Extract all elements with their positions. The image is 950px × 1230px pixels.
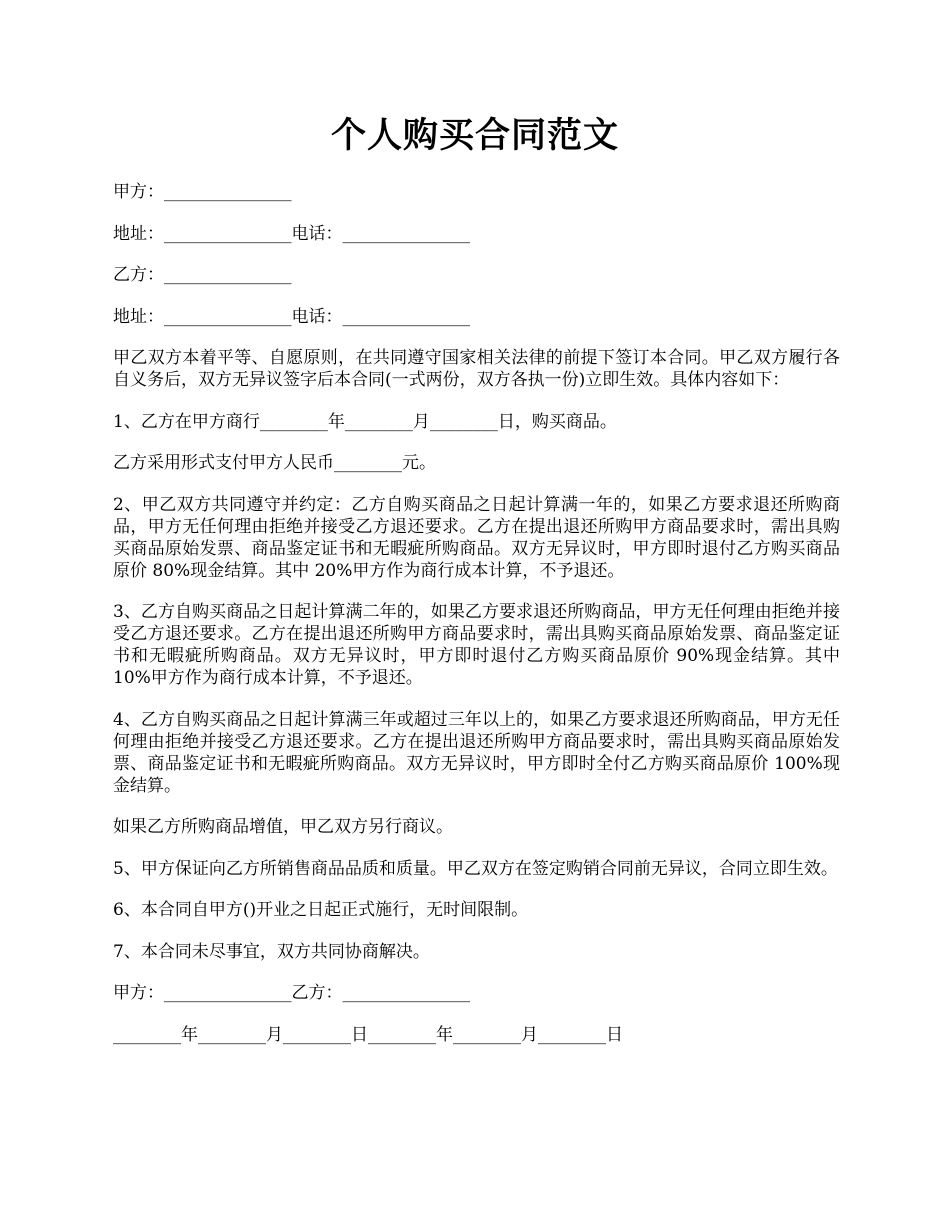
clause-6: 6、本合同自甲方()开业之日起正式施行，无时间限制。 [113,900,529,920]
document-body [113,181,840,1065]
appreciation-note: 如果乙方所购商品增值，甲乙双方另行商议。 [113,817,453,837]
party-a-line: 甲方：_______________ [113,182,292,202]
party-b-address-phone-line: 地址：_______________电话：_______________ [113,306,470,327]
clause-1: 1、乙方在甲方商行________年________月________日，购买商品。 [113,411,617,432]
date-line: ________年________月________日________年________月________日 [113,1024,623,1045]
clause-2: 2、甲乙双方共同遵守并约定：乙方自购买商品之日起计算满一年的，如果乙方要求退还所购商品，甲方无任何理由拒绝并接受乙方退还要求。乙方在提出退还所购甲方商品要求时，需出具购买商品原始发票、商品鉴定证书和无暇疵所购商品。双方无异议时，甲方即时退付乙方购买商品原价 80%现金结算。其中 20%甲方作为商行成本计算，不予退还。 [113,494,840,581]
clause-7: 7、本合同未尽事宜，双方共同协商解决。 [113,941,430,962]
preamble-paragraph: 甲乙双方本着平等、自愿原则，在共同遵守国家相关法律的前提下签订本合同。甲乙双方履行各自义务后，双方无异议签字后本合同(一式两份，双方各执一份)立即生效。具体内容如下： [113,348,840,390]
party-b-line: 乙方：_______________ [113,265,292,285]
payment-line: 乙方采用形式支付甲方人民币________元。 [113,453,436,473]
clause-4: 4、乙方自购买商品之日起计算满三年或超过三年以上的，如果乙方要求退还所购商品，甲方无任何理由拒绝并接受乙方退还要求。乙方在提出退还所购甲方商品要求时，需出具购买商品原始发票、商品鉴定证书和无暇疵所购商品。双方无异议时，甲方即时全付乙方购买商品原价 100%现金结算。 [113,709,840,796]
signature-line: 甲方：_______________乙方：_______________ [113,983,470,1003]
document-title: 个人购买合同范文 [330,115,619,156]
clause-5: 5、甲方保证向乙方所销售商品品质和质量。甲乙双方在签定购销合同前无异议，合同立即生效。 [113,858,838,879]
party-a-address-phone-line: 地址：_______________电话：_______________ [113,223,470,244]
clause-3: 3、乙方自购买商品之日起计算满二年的，如果乙方要求退还所购商品，甲方无任何理由拒绝并接受乙方退还要求。乙方在提出退还所购甲方商品要求时，需出具购买商品原始发票、商品鉴定证书和无暇疵所购商品。双方无异议时，甲方即时退付乙方购买商品原价 90%现金结算。其中 10%甲方作为商行成本计算，不予退还。 [113,602,840,688]
